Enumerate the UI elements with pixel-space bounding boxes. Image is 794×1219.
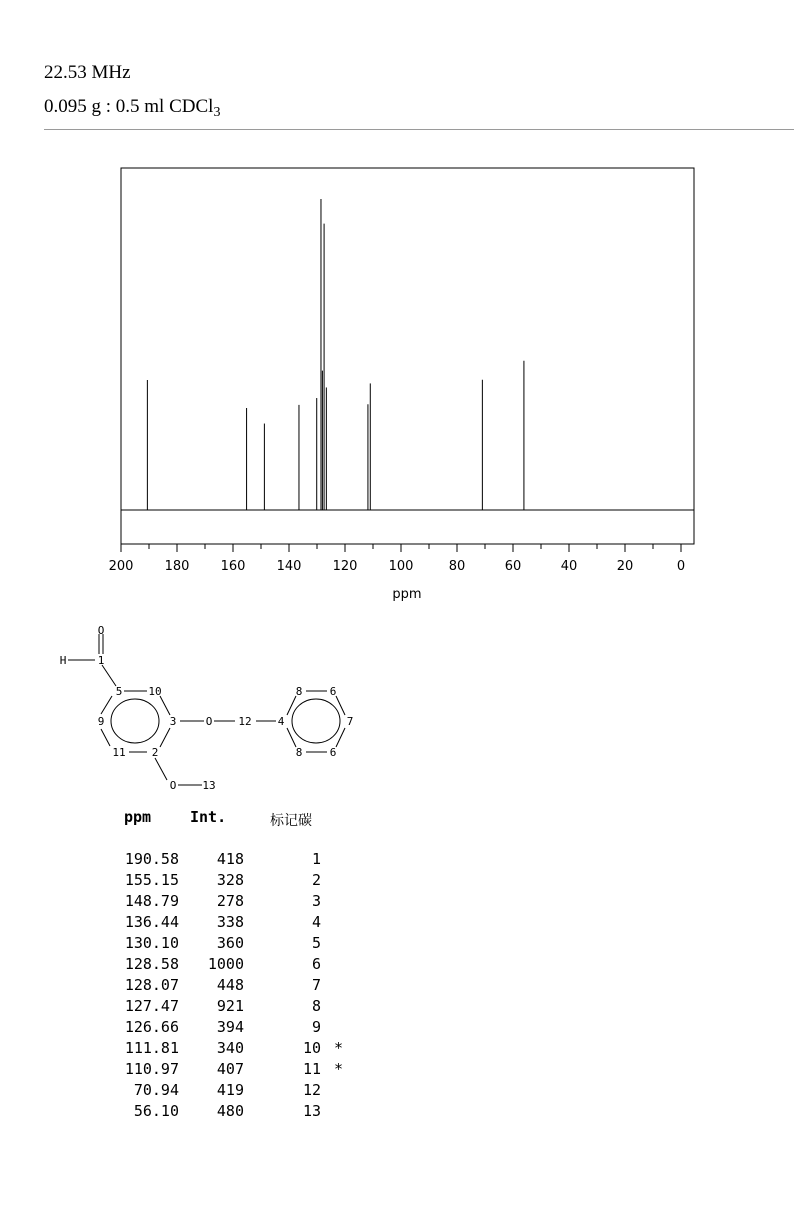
- x-tick-label: 180: [164, 559, 190, 574]
- cell-intensity: 407: [216, 1060, 244, 1078]
- atom-7: 7: [346, 715, 354, 728]
- atom-8-bottom: 8: [295, 746, 303, 759]
- cell-ppm: 136.44: [124, 913, 179, 931]
- cell-carbon-label: 13: [302, 1102, 321, 1120]
- cell-carbon-label: 1: [311, 850, 321, 868]
- atom-6-top: 6: [329, 685, 337, 698]
- x-tick-label: 120: [332, 559, 358, 574]
- cell-intensity: 338: [216, 913, 244, 931]
- cell-ppm: 128.07: [124, 976, 179, 994]
- atom-o-ether: O: [205, 715, 213, 728]
- cell-ppm: 155.15: [124, 871, 179, 889]
- cell-carbon-label: 8: [311, 997, 321, 1015]
- cell-ppm: 70.94: [133, 1081, 179, 1099]
- cell-ppm: 56.10: [133, 1102, 179, 1120]
- atom-o-methoxy: O: [169, 779, 177, 792]
- cell-flag: *: [334, 1060, 344, 1078]
- header-label: 标记碳: [270, 813, 312, 829]
- cell-intensity: 418: [216, 850, 244, 868]
- atom-o-aldehyde: O: [97, 624, 105, 637]
- cell-intensity: 340: [216, 1039, 244, 1057]
- atom-12: 12: [238, 715, 252, 728]
- cell-carbon-label: 11: [302, 1060, 321, 1078]
- atom-8-top: 8: [295, 685, 303, 698]
- atom-2: 2: [151, 746, 159, 759]
- cell-ppm: 126.66: [124, 1018, 179, 1036]
- cell-carbon-label: 10: [302, 1039, 321, 1057]
- cell-ppm: 111.81: [124, 1039, 179, 1057]
- cell-intensity: 1000: [207, 955, 244, 973]
- x-tick-label: 0: [676, 559, 686, 574]
- cell-intensity: 278: [216, 892, 244, 910]
- x-tick-label: 40: [560, 559, 578, 574]
- cell-intensity: 360: [216, 934, 244, 952]
- x-tick-label: 140: [276, 559, 302, 574]
- cell-carbon-label: 12: [302, 1081, 321, 1099]
- cell-intensity: 480: [216, 1102, 244, 1120]
- x-tick-label: 80: [448, 559, 466, 574]
- x-tick-label: 160: [220, 559, 246, 574]
- cell-ppm: 110.97: [124, 1060, 179, 1078]
- cell-intensity: 419: [216, 1081, 244, 1099]
- sample-subscript: 3: [213, 105, 221, 120]
- atom-4: 4: [277, 715, 285, 728]
- cell-ppm: 148.79: [124, 892, 179, 910]
- structure-atom-labels: [60, 624, 354, 792]
- cell-flag: *: [334, 1039, 344, 1057]
- cell-carbon-label: 9: [311, 1018, 321, 1036]
- atom-11: 11: [112, 746, 126, 759]
- cell-intensity: 394: [216, 1018, 244, 1036]
- atom-3: 3: [169, 715, 177, 728]
- header-ppm: ppm: [124, 808, 152, 826]
- cell-carbon-label: 7: [311, 976, 321, 994]
- cell-ppm: 130.10: [124, 934, 179, 952]
- header-int: Int.: [190, 808, 227, 826]
- cell-ppm: 127.47: [124, 997, 179, 1015]
- cell-ppm: 190.58: [124, 850, 179, 868]
- atom-1: 1: [97, 654, 105, 667]
- cell-intensity: 448: [216, 976, 244, 994]
- cell-carbon-label: 6: [311, 955, 321, 973]
- atom-10: 10: [148, 685, 162, 698]
- cell-carbon-label: 5: [311, 934, 321, 952]
- atom-h: H: [59, 654, 67, 667]
- structure-bonds: [68, 634, 345, 785]
- cell-intensity: 328: [216, 871, 244, 889]
- sample-text: 0.095 g : 0.5 ml CDCl: [44, 96, 214, 117]
- x-tick-label: 200: [108, 559, 134, 574]
- cell-intensity: 921: [216, 997, 244, 1015]
- cell-carbon-label: 2: [311, 871, 321, 889]
- x-tick-label: 20: [616, 559, 634, 574]
- cell-carbon-label: 4: [311, 913, 321, 931]
- atom-9: 9: [97, 715, 105, 728]
- x-tick-label: 100: [388, 559, 414, 574]
- x-tick-label: 60: [504, 559, 522, 574]
- x-axis-label: ppm: [392, 587, 422, 602]
- atom-13: 13: [202, 779, 216, 792]
- atom-6-bottom: 6: [329, 746, 337, 759]
- cell-carbon-label: 3: [311, 892, 321, 910]
- cell-ppm: 128.58: [124, 955, 179, 973]
- atom-5: 5: [115, 685, 123, 698]
- spectrometer-frequency: 22.53 MHz: [44, 62, 131, 83]
